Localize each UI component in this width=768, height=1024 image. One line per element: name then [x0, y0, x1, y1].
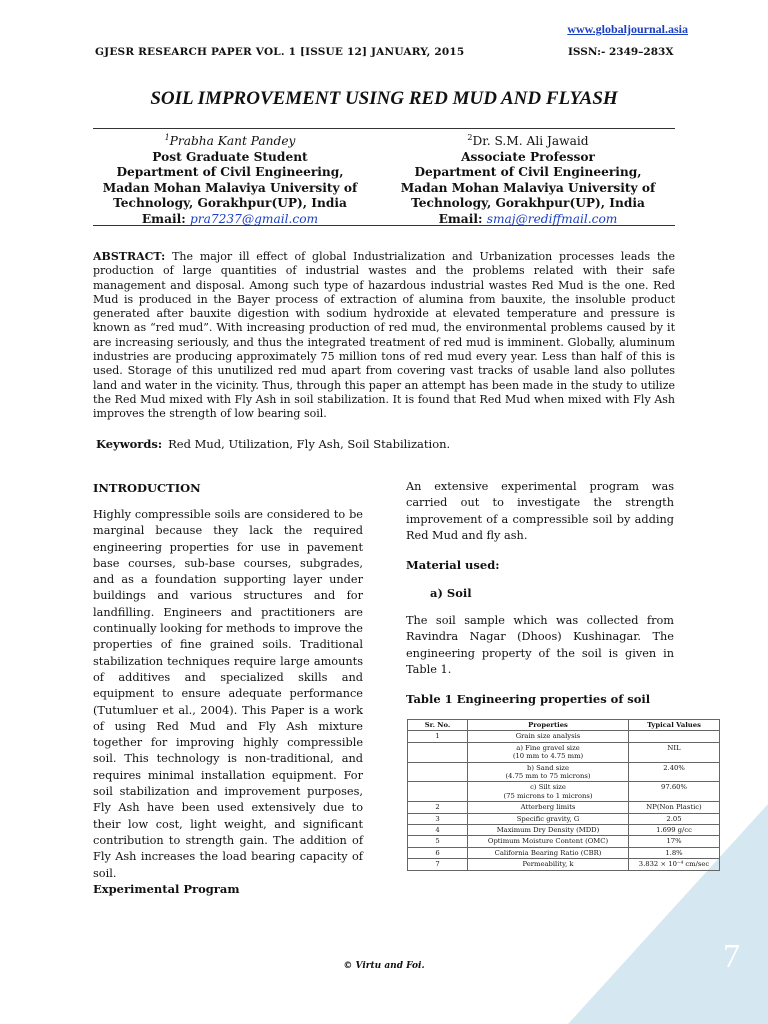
table-row — [408, 847, 720, 858]
table-cell: NP(Non Plastic) — [629, 802, 720, 813]
experimental-heading: Experimental Program — [93, 882, 240, 896]
experimental-text: An extensive experimental program was carried out to investigate the strength improvement of a compressible soil by adding Red Mud and fly ash. — [406, 480, 674, 542]
table-header-row: Sr. No. Properties Typical Values — [408, 720, 720, 731]
table-cell: NIL — [629, 742, 720, 762]
table-cell: 5 — [408, 836, 468, 847]
table-row — [408, 742, 720, 762]
author-2-email-link[interactable]: smaj@rediffmail.com — [486, 212, 618, 227]
table-cell: 1.699 g/cc — [629, 825, 720, 836]
table-cell: 2 — [408, 802, 468, 813]
table-cell: Grain size analysis — [468, 731, 629, 742]
table-cell — [408, 742, 468, 762]
table-cell: Maximum Dry Density (MDD) — [468, 825, 629, 836]
table-cell: Permeability, k — [468, 859, 629, 870]
issn: ISSN:- 2349–283X — [568, 46, 674, 58]
properties-table — [407, 719, 720, 871]
table-row — [408, 762, 720, 782]
table-cell: 2.40% — [629, 762, 720, 782]
table-cell: 7 — [408, 859, 468, 870]
table-cell — [408, 782, 468, 802]
divider — [93, 225, 675, 226]
page-number: 7 — [723, 938, 740, 975]
table-cell: Optimum Moisture Content (OMC) — [468, 836, 629, 847]
table-row — [408, 825, 720, 836]
abstract: ABSTRACT: The major ill effect of global Industrialization and Urbanization processes leads the production of large quantities of industrial wastes and the problems related with their safe management and disposal. Among such type of hazardous industrial wastes Red Mud is the one. Red Mud is produced in the Bayer process of extraction of alumina from bauxite, the insoluble product generated after bauxite digestion with sodium hydroxide at elevated temperature and pressure is known as “red mud”. With increasing production of red mud, the environmental problems caused by it are increasing seriously, and thus the integrated treatment of red mud is imminent. Globally, aluminum industries are producing approximately 75 million tons of red mud every year. Less than half of this is used. Storage of this unutilized red mud apart from covering vast tracks of usable land also pollutes land and water in the vicinity. Thus, through this paper an attempt has been made in the study to utilize the Red Mud mixed with Fly Ash in soil stabilization. It is found that Red Mud when mixed with Fly Ash improves the strength of low bearing soil. — [93, 250, 675, 421]
table-cell: a) Fine gravel size (10 mm to 4.75 mm) — [468, 742, 629, 762]
soil-heading: a) Soil — [430, 586, 472, 600]
introduction-text: Highly compressible soils are considered to be marginal because they lack the required engineering properties for use in pavement base courses, sub-base courses, subgrades, and as a foundation supporting layer under buildings and various structures and for landfilling. Engineers and practitioners are continually looking for methods to improve the properties of fine grained soils. Traditional stabilization techniques require large amounts of additives and specialized skills and equipment to ensure adequate performance (Tutumluer et al., 2004). This Paper is a work of using Red Mud and Fly Ash mixture together for improving highly compressible soil. This technology is non-traditional, and requires minimal installation equipment. For soil stabilization and improvement purposes, Fly Ash have been used extensively due to their low cost, light weight, and significant contribution to strength gain. The addition of Fly Ash increases the load bearing capacity of soil. — [93, 508, 363, 880]
table-cell: 1.8% — [629, 847, 720, 858]
table-cell — [408, 762, 468, 782]
material-heading: Material used: — [406, 558, 500, 572]
table-cell: Atterberg limits — [468, 802, 629, 813]
table-cell: 97.60% — [629, 782, 720, 802]
author-2: $^2$Dr. S.M. Ali Jawaid Associate Professor Department of Civil Engineering, Madan Mohan Malaviya University of Technology, Gorakhpur(UP), India Email: smaj@rediffmail.com — [400, 133, 656, 227]
table-cell: c) Silt size (75 microns to 1 microns) — [468, 782, 629, 802]
table-cell: 1 — [408, 731, 468, 742]
table-cell: 3.832 × 10⁻⁴ cm/sec — [629, 859, 720, 870]
divider — [93, 128, 675, 129]
soil-text: The soil sample which was collected from Ravindra Nagar (Dhoos) Kushinagar. The engineering property of the soil is given in Table 1. — [406, 614, 674, 676]
keywords: Keywords: Red Mud, Utilization, Fly Ash, Soil Stabilization. — [96, 437, 451, 451]
author-1-email-link[interactable]: pra7237@gmail.com — [189, 212, 319, 227]
author-1: $^1$Prabha Kant Pandey Post Graduate Student Department of Civil Engineering, Madan Mohan Malaviya University of Technology, Gorakhpur(UP), India Email: pra7237@gmail.com — [102, 133, 358, 227]
journal-header: GJESR RESEARCH PAPER VOL. 1 [ISSUE 12] JANUARY, 2015 — [95, 46, 465, 58]
table-row — [408, 859, 720, 870]
table-caption: Table 1 Engineering properties of soil — [406, 692, 651, 706]
table-cell: 3 — [408, 813, 468, 824]
introduction-heading: INTRODUCTION — [93, 481, 201, 495]
table-cell: California Bearing Ratio (CBR) — [468, 847, 629, 858]
table-cell: Specific gravity, G — [468, 813, 629, 824]
table-row — [408, 802, 720, 813]
paper-title: SOIL IMPROVEMENT USING RED MUD AND FLYASH — [150, 88, 618, 109]
table-row — [408, 782, 720, 802]
table-row — [408, 731, 720, 742]
table-cell: 2.05 — [629, 813, 720, 824]
footer: © Virtu and Foi. — [343, 961, 425, 971]
table-cell: 17% — [629, 836, 720, 847]
table-cell: 6 — [408, 847, 468, 858]
table-cell — [629, 731, 720, 742]
table-cell: b) Sand size (4.75 mm to 75 microns) — [468, 762, 629, 782]
table-row — [408, 813, 720, 824]
table-cell: 4 — [408, 825, 468, 836]
journal-url-link[interactable]: www.globaljournal.asia — [567, 22, 688, 36]
table-row — [408, 836, 720, 847]
